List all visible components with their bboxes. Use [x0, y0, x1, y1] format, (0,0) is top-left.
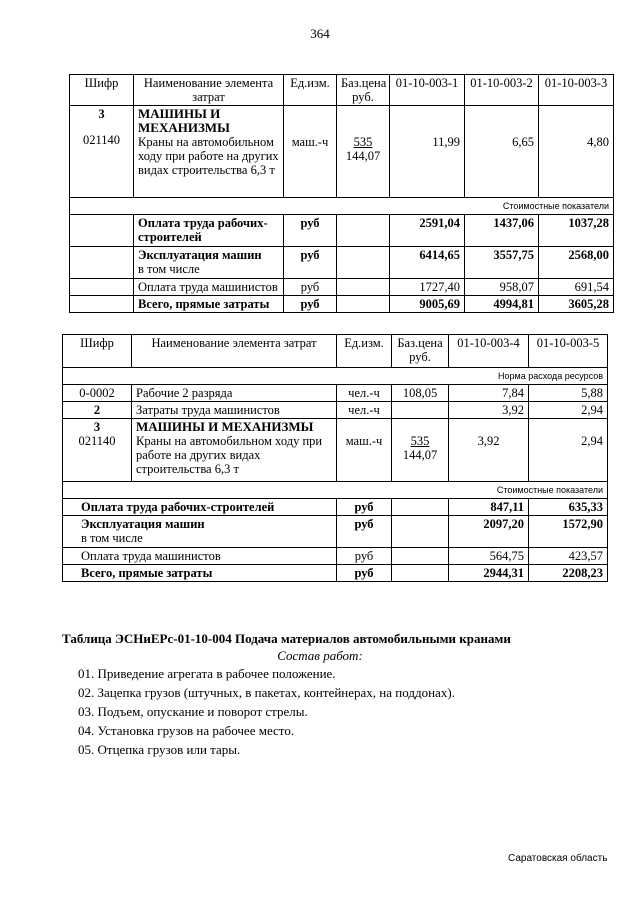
resource-value: 7,84 — [449, 385, 529, 402]
cost-row — [70, 296, 614, 313]
item-value: 6,65 — [512, 135, 534, 149]
resource-value: 3,92 — [449, 402, 529, 419]
cost-name: Эксплуатация машин — [81, 517, 205, 531]
cost-value: 2568,00 — [539, 247, 614, 279]
footer-region: Саратовская область — [508, 853, 608, 864]
cost-value: 3557,75 — [465, 247, 539, 279]
resource-value: 2,94 — [529, 402, 608, 419]
item-name: Краны на автомобильном ходу при работе на других видах строительства 6,3 т — [136, 434, 323, 476]
cost-value: 2944,31 — [449, 565, 529, 582]
cost-name: Эксплуатация машин — [138, 248, 262, 262]
resource-name: Затраты труда машинистов — [132, 402, 337, 419]
cost-unit: руб — [284, 247, 337, 279]
table-header-row — [70, 75, 614, 106]
cost-value: 2208,23 — [529, 565, 608, 582]
cost-name: Оплата труда машинистов — [134, 279, 284, 296]
cost-row — [70, 279, 614, 296]
resource-code: 2 — [63, 402, 132, 419]
cost-value: 635,33 — [529, 499, 608, 516]
cost-unit: руб — [284, 215, 337, 247]
item-code: 021140 — [78, 434, 116, 448]
operation-item: 03. Подъем, опускание и поворот стрелы. — [78, 704, 308, 719]
resource-value: 5,88 — [529, 385, 608, 402]
cost-name: Оплата труда рабочих-строителей — [63, 499, 337, 516]
cost-row — [63, 516, 608, 548]
section-title: Таблица ЭСНиЕРс-01-10-004 Подача материалов автомобильными кранами — [62, 631, 511, 646]
cost-name: Всего, прямые затраты — [63, 565, 337, 582]
item-value: 2,94 — [581, 434, 603, 448]
cost-unit: руб — [337, 499, 392, 516]
operations-list — [78, 664, 455, 759]
cost-unit: руб — [337, 565, 392, 582]
section-label-row — [63, 368, 608, 385]
cost-name: Оплата труда машинистов — [63, 548, 337, 565]
resource-unit: чел.-ч — [337, 385, 392, 402]
item-value: 3,92 — [477, 434, 500, 448]
page-number: 364 — [310, 26, 330, 41]
operation-item: 01. Приведение агрегата в рабочее положение. — [78, 666, 336, 681]
table-header-row — [63, 335, 608, 368]
resource-name: Рабочие 2 разряда — [132, 385, 337, 402]
item-name: Краны на автомобильном ходу при работе на других видах строительства 6,3 т — [138, 135, 279, 177]
cost-value: 6414,65 — [390, 247, 465, 279]
resource-row — [63, 385, 608, 402]
resource-unit: чел.-ч — [337, 402, 392, 419]
group-code: 3 — [93, 420, 101, 434]
header-cell: 01-10-003-3 — [539, 75, 614, 106]
cost-value: 1437,06 — [465, 215, 539, 247]
group-name: МАШИНЫ И МЕХАНИЗМЫ — [136, 419, 314, 434]
header-cell: Наименование элемента затрат — [132, 335, 337, 368]
cost-value: 1037,28 — [539, 215, 614, 247]
header-cell: 01-10-003-2 — [465, 75, 539, 106]
header-cell: 01-10-003-5 — [529, 335, 608, 368]
header-cell: Баз.цена руб. — [392, 335, 449, 368]
section-label: Стоимостные показатели — [63, 482, 608, 499]
operation-item: 04. Установка грузов на рабочее место. — [78, 723, 295, 738]
rates-table-2 — [62, 334, 608, 582]
cost-subnote: в том числе — [81, 531, 143, 545]
item-unit: маш.-ч — [291, 135, 329, 149]
header-cell: Баз.цена руб. — [337, 75, 390, 106]
header-cell: Ед.изм. — [337, 335, 392, 368]
cost-value: 958,07 — [465, 279, 539, 296]
rates-table-1 — [69, 74, 614, 313]
section-label: Стоимостные показатели — [70, 198, 614, 215]
cost-value: 9005,69 — [390, 296, 465, 313]
price-top: 535 — [410, 434, 430, 448]
cost-value: 564,75 — [449, 548, 529, 565]
cost-value: 423,57 — [529, 548, 608, 565]
cost-row — [70, 215, 614, 247]
group-code: 3 — [98, 107, 105, 121]
cost-value: 847,11 — [449, 499, 529, 516]
cost-value: 2591,04 — [390, 215, 465, 247]
header-cell: Наименование элемента затрат — [134, 75, 284, 106]
cost-name: Всего, прямые затраты — [134, 296, 284, 313]
item-value: 11,99 — [432, 135, 460, 149]
resource-price: 108,05 — [392, 385, 449, 402]
resource-code: 0-0002 — [63, 385, 132, 402]
cost-subnote: в том числе — [138, 262, 200, 276]
cost-unit: руб — [284, 296, 337, 313]
header-cell: Шифр — [63, 335, 132, 368]
cost-unit: руб — [337, 548, 392, 565]
machine-item-row — [70, 106, 614, 198]
cost-unit: руб — [284, 279, 337, 296]
cost-row — [63, 499, 608, 516]
machine-item-row — [63, 419, 608, 482]
cost-value: 3605,28 — [539, 296, 614, 313]
header-cell: Ед.изм. — [284, 75, 337, 106]
section-label-row — [63, 482, 608, 499]
item-code: 021140 — [82, 133, 121, 147]
cost-name: Оплата труда рабочих-строителей — [134, 215, 284, 247]
group-name: МАШИНЫ И МЕХАНИЗМЫ — [138, 106, 230, 135]
cost-unit: руб — [337, 516, 392, 548]
item-value: 4,80 — [587, 135, 609, 149]
cost-row — [63, 548, 608, 565]
operation-item: 02. Зацепка грузов (штучных, в пакетах, контейнерах, на поддонах). — [78, 685, 455, 700]
section-subtitle: Состав работ: — [277, 648, 363, 663]
operation-item: 05. Отцепка грузов или тары. — [78, 742, 241, 757]
price-bottom: 144,07 — [345, 149, 381, 163]
item-unit: маш.-ч — [345, 434, 383, 448]
section-label-row — [70, 198, 614, 215]
resource-row — [63, 402, 608, 419]
header-cell: 01-10-003-4 — [449, 335, 529, 368]
norm-label: Норма расхода ресурсов — [63, 368, 608, 385]
resource-price — [392, 402, 449, 419]
price-bottom: 144,07 — [402, 448, 438, 462]
cost-value: 1572,90 — [529, 516, 608, 548]
cost-value: 4994,81 — [465, 296, 539, 313]
header-cell: Шифр — [70, 75, 134, 106]
price-top: 535 — [353, 135, 373, 149]
cost-value: 1727,40 — [390, 279, 465, 296]
cost-row — [63, 565, 608, 582]
cost-value: 2097,20 — [449, 516, 529, 548]
cost-value: 691,54 — [539, 279, 614, 296]
header-cell: 01-10-003-1 — [390, 75, 465, 106]
cost-row — [70, 247, 614, 279]
